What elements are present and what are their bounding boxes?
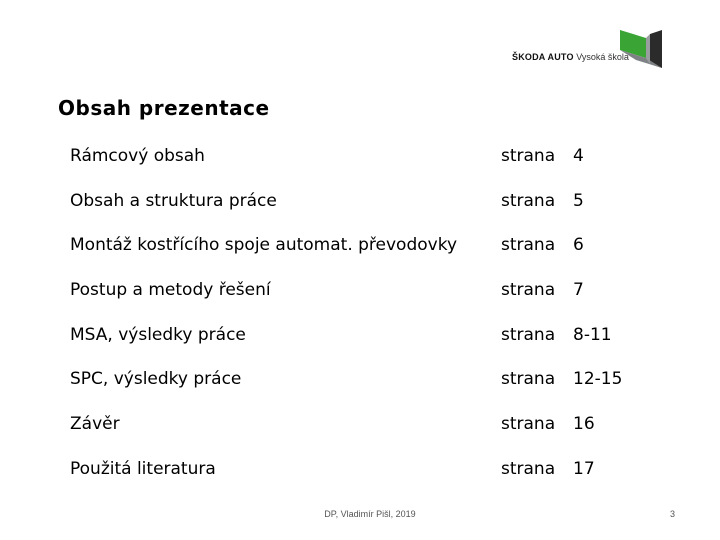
logo-text xyxy=(512,52,629,62)
toc-page-number: 5 xyxy=(573,190,584,211)
toc-page-word: strana xyxy=(501,458,556,479)
toc-row xyxy=(70,409,670,454)
toc-label: Postup a metody řešení xyxy=(70,280,271,301)
logo-brand: ŠKODA AUTO xyxy=(512,52,574,62)
toc-page-number: 17 xyxy=(573,458,595,479)
toc-page-number: 16 xyxy=(573,414,595,435)
toc-page-word: strana xyxy=(501,190,556,211)
toc-label: Montáž kostřícího spoje automat. převodovky xyxy=(70,235,457,256)
logo-mark-icon xyxy=(620,30,662,68)
toc-page-number: 7 xyxy=(573,280,584,301)
toc-page-word: strana xyxy=(501,324,556,345)
toc-page-word: strana xyxy=(501,414,556,435)
toc-row xyxy=(70,275,670,320)
toc-page-number: 12-15 xyxy=(573,369,623,390)
logo-subtitle: Vysoká škola xyxy=(576,52,629,62)
toc-row xyxy=(70,230,670,275)
toc-page-word: strana xyxy=(501,146,556,166)
footer-text: DP, Vladimír Pišl, 2019 xyxy=(324,509,416,519)
toc-row xyxy=(70,454,670,499)
toc-label: Rámcový obsah xyxy=(70,146,205,166)
toc-label: MSA, výsledky práce xyxy=(70,324,246,345)
toc-row xyxy=(70,320,670,365)
toc-label: Obsah a struktura práce xyxy=(70,190,277,211)
toc-page-word: strana xyxy=(501,369,556,390)
table-of-contents xyxy=(70,141,670,499)
toc-row xyxy=(70,364,670,409)
toc-label: SPC, výsledky práce xyxy=(70,369,242,390)
toc-page-word: strana xyxy=(501,235,556,256)
toc-page-word: strana xyxy=(501,280,556,301)
toc-page-number: 6 xyxy=(573,235,584,256)
toc-row xyxy=(70,186,670,231)
toc-page-number: 4 xyxy=(573,146,584,166)
toc-page-number: 8-11 xyxy=(573,324,612,345)
toc-label: Závěr xyxy=(70,414,120,435)
toc-row xyxy=(70,141,670,186)
slide-title: Obsah prezentace xyxy=(58,96,270,120)
skoda-auto-vysoka-skola-logo xyxy=(512,30,662,70)
slide-page-number: 3 xyxy=(670,509,676,519)
toc-label: Použitá literatura xyxy=(70,458,216,479)
